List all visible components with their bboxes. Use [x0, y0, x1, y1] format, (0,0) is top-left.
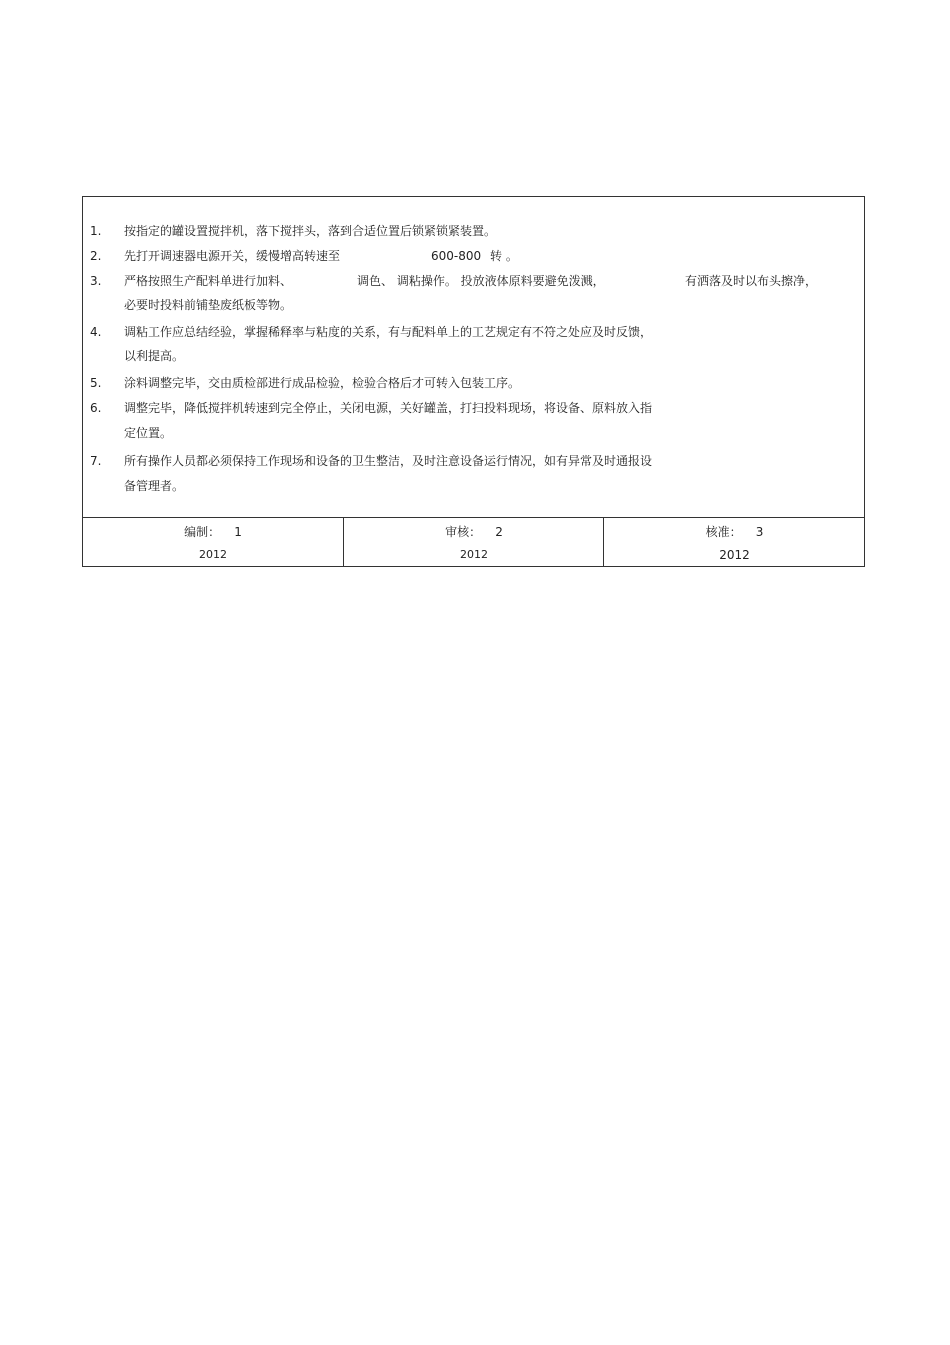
- step-text: 按指定的罐设置搅拌机，落下搅拌头，落到合适位置后锁紧锁紧装置。: [124, 224, 497, 238]
- step-3-continued: [83, 297, 864, 313]
- step-text: 涂料调整完毕，交由质检部进行成品检验，检验合格后才可转入包装工序。: [124, 376, 521, 390]
- approve-year: 2012: [719, 548, 750, 562]
- step-4-continued: [83, 348, 864, 364]
- step-number: 2.: [90, 249, 102, 263]
- step-number: 6.: [90, 401, 102, 415]
- step-text: 调整完毕，降低搅拌机转速到完全停止，关闭电源，关好罐盖，打扫投料现场，将设备、原料放入指: [124, 401, 653, 415]
- step-7: [83, 453, 864, 469]
- step-number: 3.: [90, 274, 102, 288]
- step-6: [83, 400, 864, 416]
- compile-year: 2012: [199, 548, 227, 561]
- approve-cell: [603, 518, 865, 566]
- approve-value: 3: [755, 525, 764, 539]
- step-text: 有洒落及时以布头擦净，: [685, 274, 818, 288]
- step-text: 严格按照生产配料单进行加料、: [124, 274, 293, 288]
- step-4: [83, 324, 864, 340]
- step-text: 调粘工作应总结经验，掌握稀释率与粘度的关系，有与配料单上的工艺规定有不符之处应及时反馈，: [124, 325, 653, 339]
- procedure-table: [82, 196, 865, 567]
- step-text: 备管理者。: [124, 479, 185, 493]
- compile-value: 1: [234, 525, 242, 539]
- step-number: 4.: [90, 325, 102, 339]
- review-value: 2: [495, 525, 503, 539]
- step-6-continued: [83, 425, 864, 441]
- step-text: 先打开调速器电源开关，缓慢增高转速至: [124, 249, 341, 263]
- step-7-continued: [83, 478, 864, 494]
- step-5: [83, 375, 864, 391]
- review-cell: [343, 518, 604, 566]
- approve-label: 核准：: [705, 525, 742, 539]
- step-text: 以利提高。: [124, 349, 185, 363]
- speed-range: 600-800: [431, 249, 482, 263]
- step-number: 1.: [90, 224, 102, 238]
- step-text: 调色、 调粘操作。 投放液体原料要避免泼溅，: [357, 274, 605, 288]
- step-text: 所有操作人员都必须保持工作现场和设备的卫生整洁，及时注意设备运行情况，如有异常及时通报设: [124, 454, 653, 468]
- speed-unit: 转 。: [490, 249, 518, 263]
- review-year: 2012: [460, 548, 488, 561]
- step-number: 7.: [90, 454, 102, 468]
- step-text: 必要时投料前铺垫废纸板等物。: [124, 298, 293, 312]
- steps-section: [83, 197, 864, 518]
- step-number: 5.: [90, 376, 102, 390]
- signoff-row: [83, 518, 864, 566]
- step-2: [83, 248, 864, 264]
- compile-label: 编制：: [184, 525, 221, 539]
- compile-cell: [83, 518, 343, 566]
- step-text: 定位置。: [124, 426, 173, 440]
- review-label: 审核：: [445, 525, 482, 539]
- step-3: [83, 273, 864, 289]
- step-1: [83, 223, 864, 239]
